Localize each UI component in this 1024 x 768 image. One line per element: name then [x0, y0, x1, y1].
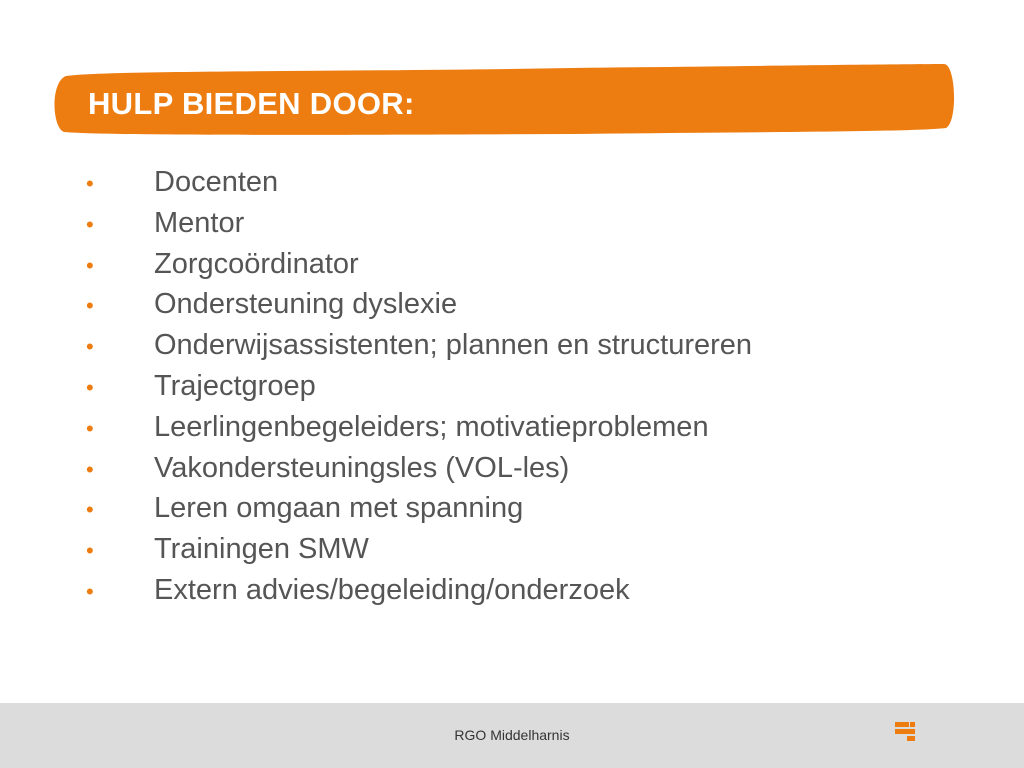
bullet-icon: • [86, 578, 94, 604]
footer-bar [0, 703, 1024, 768]
list-item [84, 448, 752, 489]
list-item-text: Leerlingenbegeleiders; motivatieproblemen [154, 410, 709, 443]
list-item [84, 570, 752, 611]
list-item [84, 284, 752, 325]
list-item-text: Trajectgroep [154, 369, 316, 402]
bullet-icon: • [86, 456, 94, 482]
bullet-icon: • [86, 497, 94, 523]
list-item-text: Vakondersteuningsles (VOL-les) [154, 451, 570, 484]
list-item [84, 244, 752, 285]
bullet-icon: • [86, 374, 94, 400]
bullet-icon: • [86, 538, 94, 564]
bullet-icon: • [86, 293, 94, 319]
list-item-text: Ondersteuning dyslexie [154, 288, 458, 321]
list-item-text: Mentor [154, 206, 245, 239]
bullet-icon: • [86, 211, 94, 237]
list-item-text: Trainingen SMW [154, 533, 369, 566]
bullet-icon: • [86, 171, 94, 196]
list-item-text: Extern advies/begeleiding/onderzoek [154, 573, 630, 606]
bullet-icon: • [86, 252, 94, 278]
list-item-text: Docenten [154, 166, 279, 198]
list-item [84, 366, 752, 407]
rgo-logo-icon [895, 722, 915, 742]
footer-label: RGO Middelharnis [454, 727, 570, 743]
list-item [84, 529, 752, 570]
list-item-text: Onderwijsassistenten; plannen en structureren [154, 329, 753, 362]
bullet-icon: • [86, 334, 94, 360]
list-item [84, 407, 752, 448]
list-item [84, 488, 752, 529]
list-item [84, 203, 752, 244]
slide-title: HULP BIEDEN DOOR: [88, 86, 415, 121]
list-item-text: Zorgcoördinator [154, 247, 359, 280]
list-item-text: Leren omgaan met spanning [154, 492, 524, 525]
bullet-list [84, 162, 752, 611]
list-item [84, 162, 752, 203]
list-item [84, 325, 752, 366]
bullet-icon: • [86, 415, 94, 441]
